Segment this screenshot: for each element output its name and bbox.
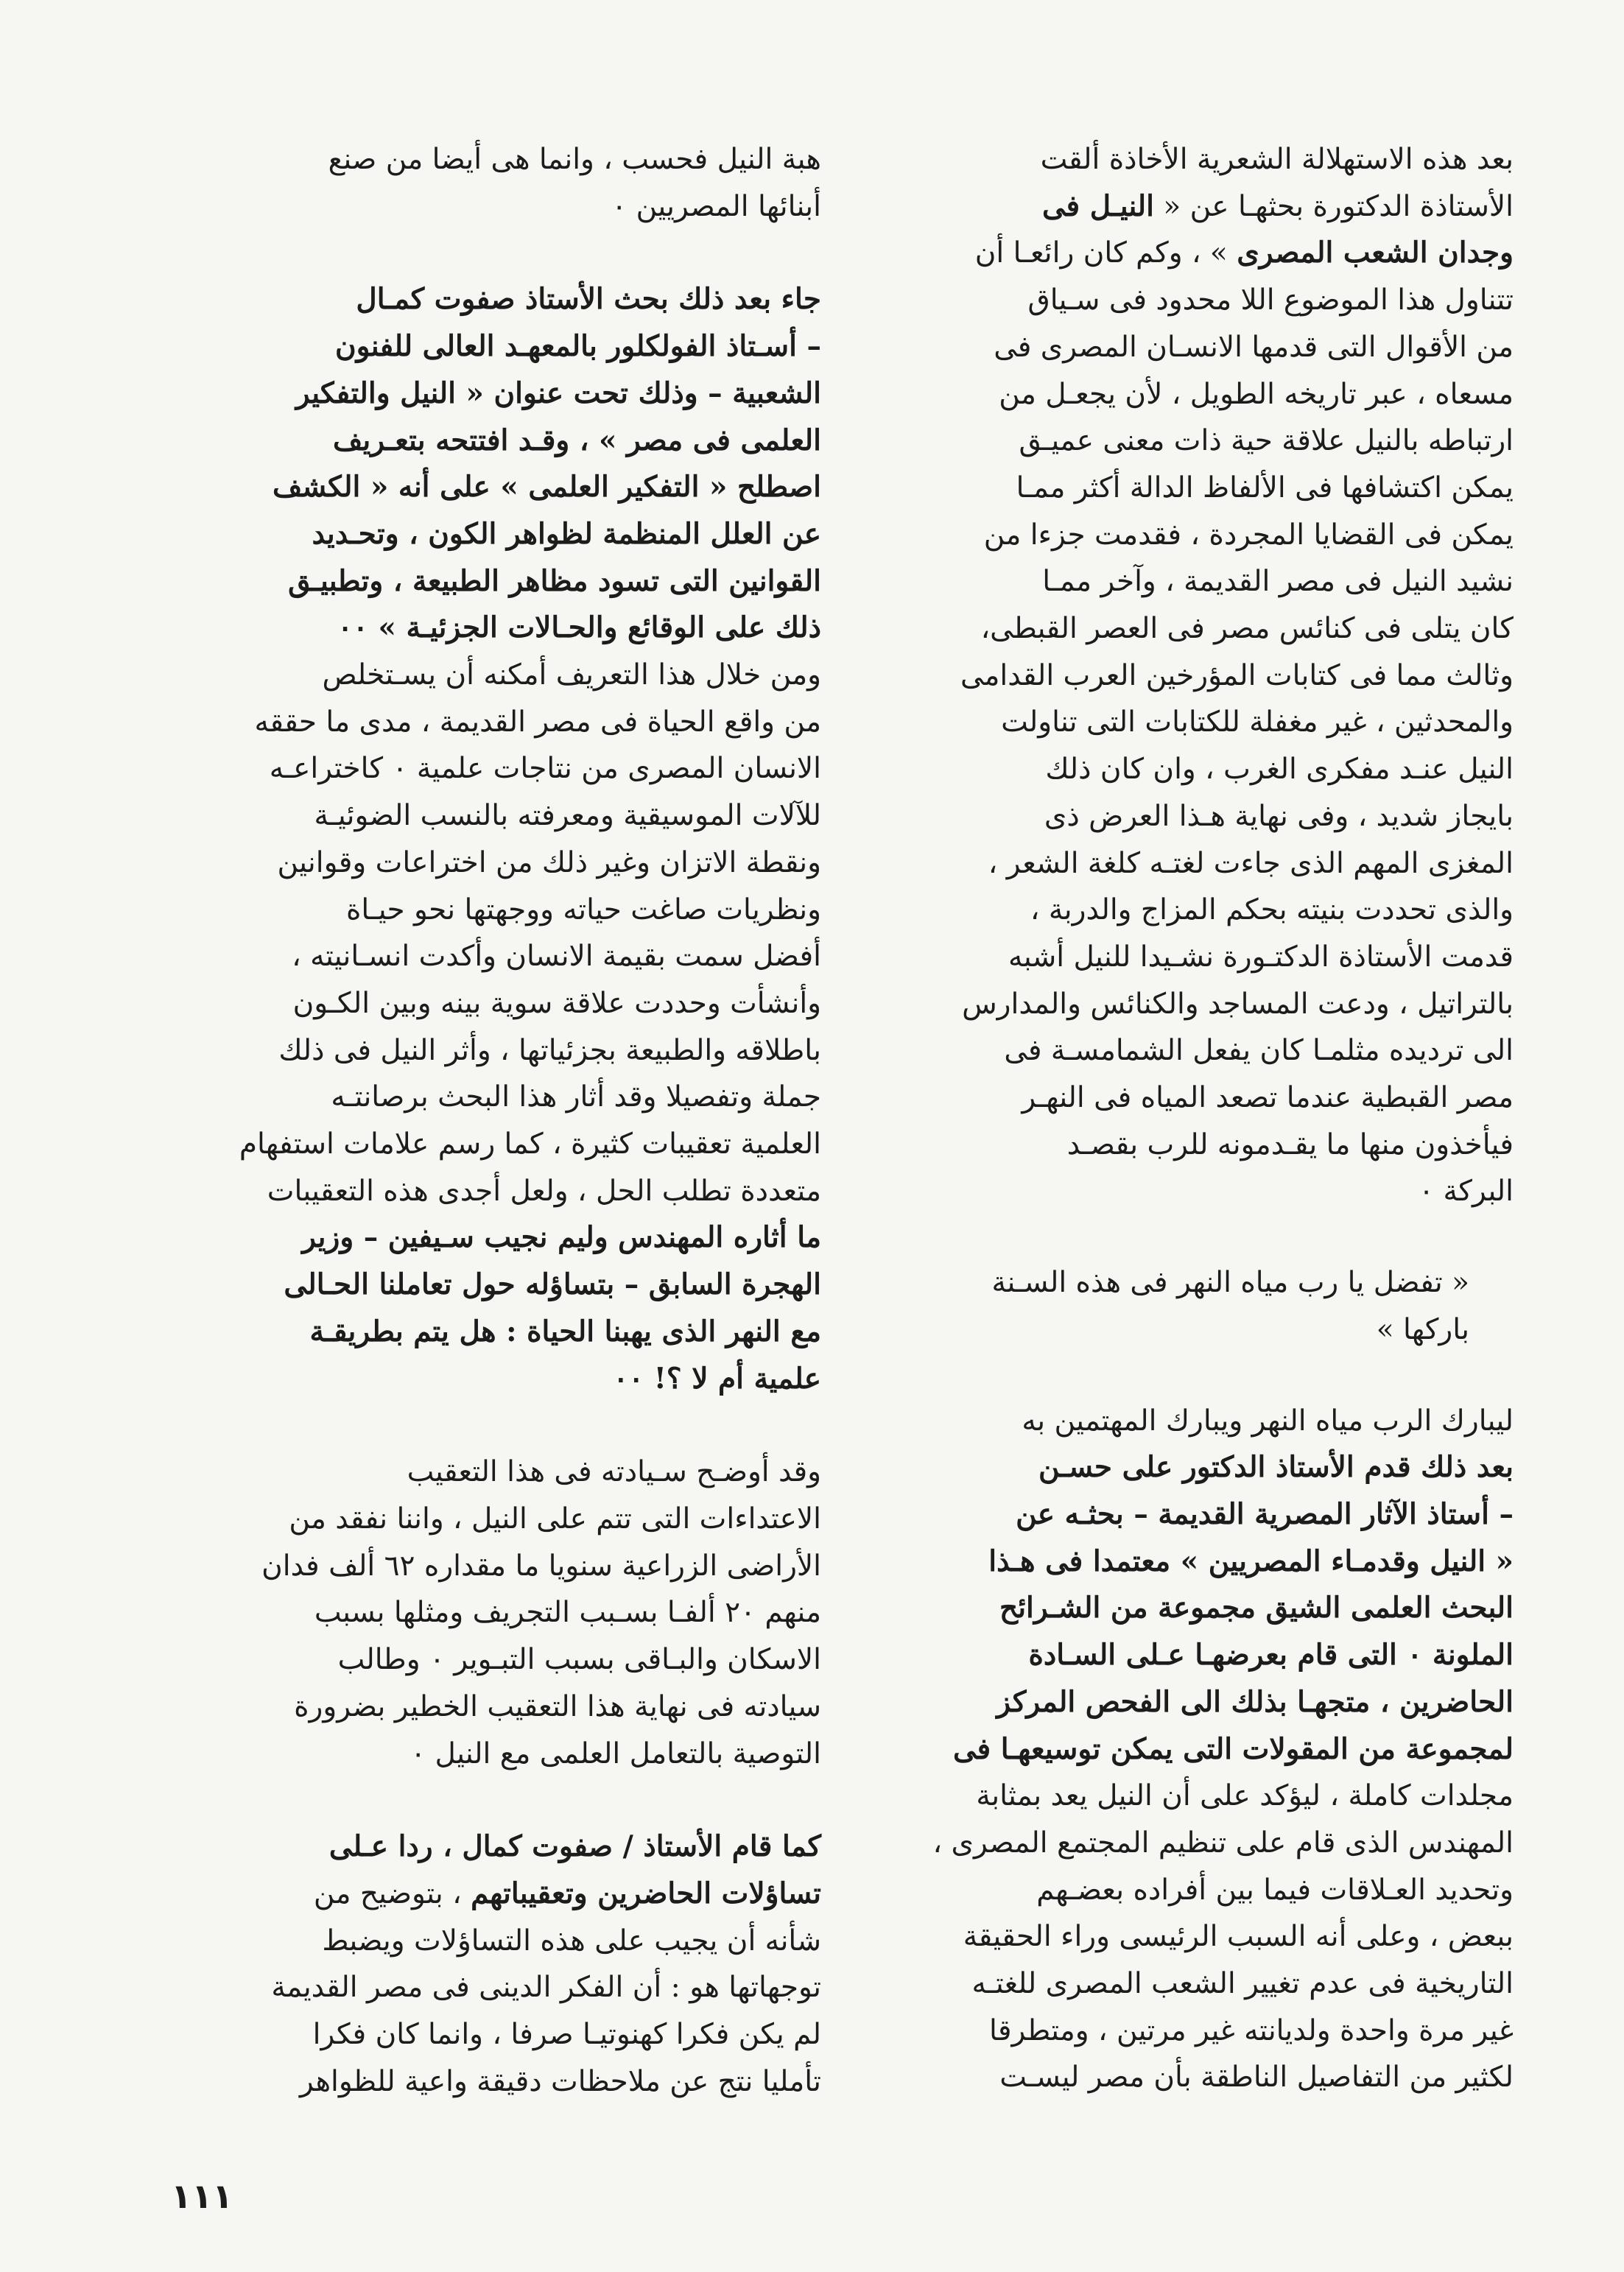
safwat-kamal-section-bold: جاء بعد ذلك بحث الأستاذ صفوت كمـال – أسـتاذ الفولكلور بالمعهـد العالى للفنون الشعبية – وذلك تحت عنوان « النيل والتفكير العلمى فى مصر » ، وقـد افتتحه بتعـريف اصطلح « التفكير العلمى » على أنه « الكشف عن العلل المنظمة لظواهر الكون ، وتحـديد القوانين التى تسود مظاهر الطبيعة ، وتطبيـق ذلك على الوقائع والحـالات الجزئيـة » ٠٠ (272, 282, 821, 645)
left-paragraph-4-body: ، بتوضيح من شأنه أن يجيب على هذه التساؤلات ويضبط توجهاتها هو : أن الفكر الدينى فى مصر القديمة لم يكن فكرا كهنوتيـا صرفا ، وانما كان فكرا تأمليا نتج عن ملاحظات دقيقة واعية للظواهر (271, 1877, 821, 2098)
left-paragraph-2-body: ومن خلال هذا التعريف أمكنه أن يسـتخلص من واقع الحياة فى مصر القديمة ، مدى ما حققه الانسان المصرى من نتاجات علمية ٠ كاختراعـه للآلات الموسيقية ومعرفته بالنسب الضوئيـة ونقطة الاتزان وغير ذلك من اختراعات وقوانين ونظريات صاغت حياته ووجهتها نحو حيـاة أفضل سمت بقيمة الانسان وأكدت انسـانيته ، وأنشأت وحددت علاقة سوية بينه وبين الكـون باطلاقه والطبيعة بجزئياتها ، وأثر النيل فى ذلك جملة وتفصيلا وقد أثار هذا البحث برصانتـه العلمية تعقيبات كثيرة ، كما رسم علامات استفهام متعددة تطلب الحل ، ولعل أجدى هذه التعقيبات (239, 658, 821, 1208)
right-paragraph-1-intro: بعد هذه الاستهلالة الشعرية الأخاذة ألقت الأستاذة الدكتورة بحثهـا عن « (1040, 143, 1514, 223)
spacer (173, 230, 821, 276)
spacer (173, 1777, 821, 1823)
spacer (865, 1354, 1514, 1398)
spacer (865, 1215, 1514, 1259)
right-paragraph-2 (865, 1398, 1514, 2102)
spacer (173, 1402, 821, 1449)
nile-hymn-quote: « تفضل يا رب مياه النهر فى هذه السـنة باركها » (991, 1266, 1469, 1346)
blessing-line: ليبارك الرب مياه النهر ويبارك المهتمين به (1022, 1404, 1514, 1438)
left-paragraph-4 (173, 1823, 821, 2105)
left-paragraph-2 (173, 276, 821, 1402)
left-column (173, 136, 821, 2105)
william-sifin-question-bold: ما أثاره المهندس وليم نجيب سـيفين – وزير الهجرة السابق – بتساؤله حول تعاملنا الحـالى مع النهر الذى يهبنا الحياة : هل يتم بطريقـة علمية أم لا ؟! ٠٠ (284, 1220, 821, 1396)
page-number: ١١١ (171, 2176, 233, 2216)
safwat-kamal-reply-bold: كما قام الأستاذ / صفوت كمال ، ردا عـلى تساؤلات الحاضرين وتعقيباتهم (328, 1829, 821, 1910)
left-paragraph-3: وقد أوضـح سـيادته فى هذا التعقيب الاعتداءات التى تتم على النيل ، واننا نفقد من الأراضى الزراعية سنويا ما مقداره ٦٢ ألف فدان منهم ٢٠ ألفـا بسـبب التجريف ومثلها بسبب الاسكان والبـاقى بسبب التبـوير ٠ وطالب سيادته فى نهاية هذا التعقيب الخطير بضرورة التوصية بالتعامل العلمى مع النيل ٠ (261, 1455, 821, 1770)
right-paragraph-2-body: مجلدات كاملة ، ليؤكد على أن النيل يعد بمثابة المهندس الذى قام على تنظيم المجتمع المصرى ، وتحديد العـلاقات فيما بين أفراده بعضـهم ببعض ، وعلى أنه السبب الرئيسى وراء الحقيقة التاريخية فى عدم تغيير الشعب المصرى للغتـه غير مرة واحدة ولديانته غير مرتين ، ومتطرقا لكثير من التفاصيل الناطقة بأن مصر ليسـت (932, 1779, 1514, 2095)
ali-hassan-section-bold: بعد ذلك قدم الأستاذ الدكتور على حسـن – أستاذ الآثار المصرية القديمة – بحثـه عن « النيل وقدمـاء المصريين » معتمدا فى هـذا البحث العلمى الشيق مجموعة من الشـرائح الملونة ٠ التى قام بعرضهـا عـلى السـادة الحاضرين ، متجهـا بذلك الى الفحص المركز لمجموعة من المقولات التى يمكن توسيعهـا فى (953, 1450, 1514, 1766)
right-column (865, 136, 1514, 2101)
nile-in-conscience-title: النيـل فى وجدان الشعب المصرى (1042, 189, 1514, 270)
right-paragraph-1-body: » ، وكم كان رائعـا أن تتناول هذا الموضوع اللا محدود فى سـياق من الأقوال التى قدمها الانسـان المصرى فى مسعاه ، عبر تاريخه الطويل ، لأن يجعـل من ارتباطه بالنيل علاقة حية ذات معنى عميـق يمكن اكتشافها فى الألفاظ الدالة أكثر ممـا يمكن فى القضايا المجردة ، فقدمت جزءا من نشيد النيل فى مصر القديمة ، وآخر ممـا كان يتلى فى كنائس مصر فى العصر القبطى، وثالث مما فى كتابات المؤرخين العرب القدامى والمحدثين ، غير مغفلة للكتابات التى تناولت النيل عنـد مفكرى الغرب ، وان كان ذلك بايجاز شديد ، وفى نهاية هـذا العرض ذى المغزى المهم الذى جاءت لغتـه كلغة الشعر ، والذى تحددت بنيته بحكم المزاج والدربة ، قدمت الأستاذة الدكتـورة نشـيدا للنيل أشبه بالتراتيل ، ودعت المساجد والكنائس والمدارس الى ترديده مثلمـا كان يفعل الشمامسـة فى مصر القبطية عندما تصعد المياه فى النهـر فيأخذون منها ما يقـدمونه للرب بقصـد البركة ٠ (960, 236, 1514, 1209)
right-paragraph-1 (865, 136, 1514, 1215)
left-paragraph-1: هبة النيل فحسب ، وانما هى أيضا من صنع أبنائها المصريين ٠ (328, 143, 821, 223)
